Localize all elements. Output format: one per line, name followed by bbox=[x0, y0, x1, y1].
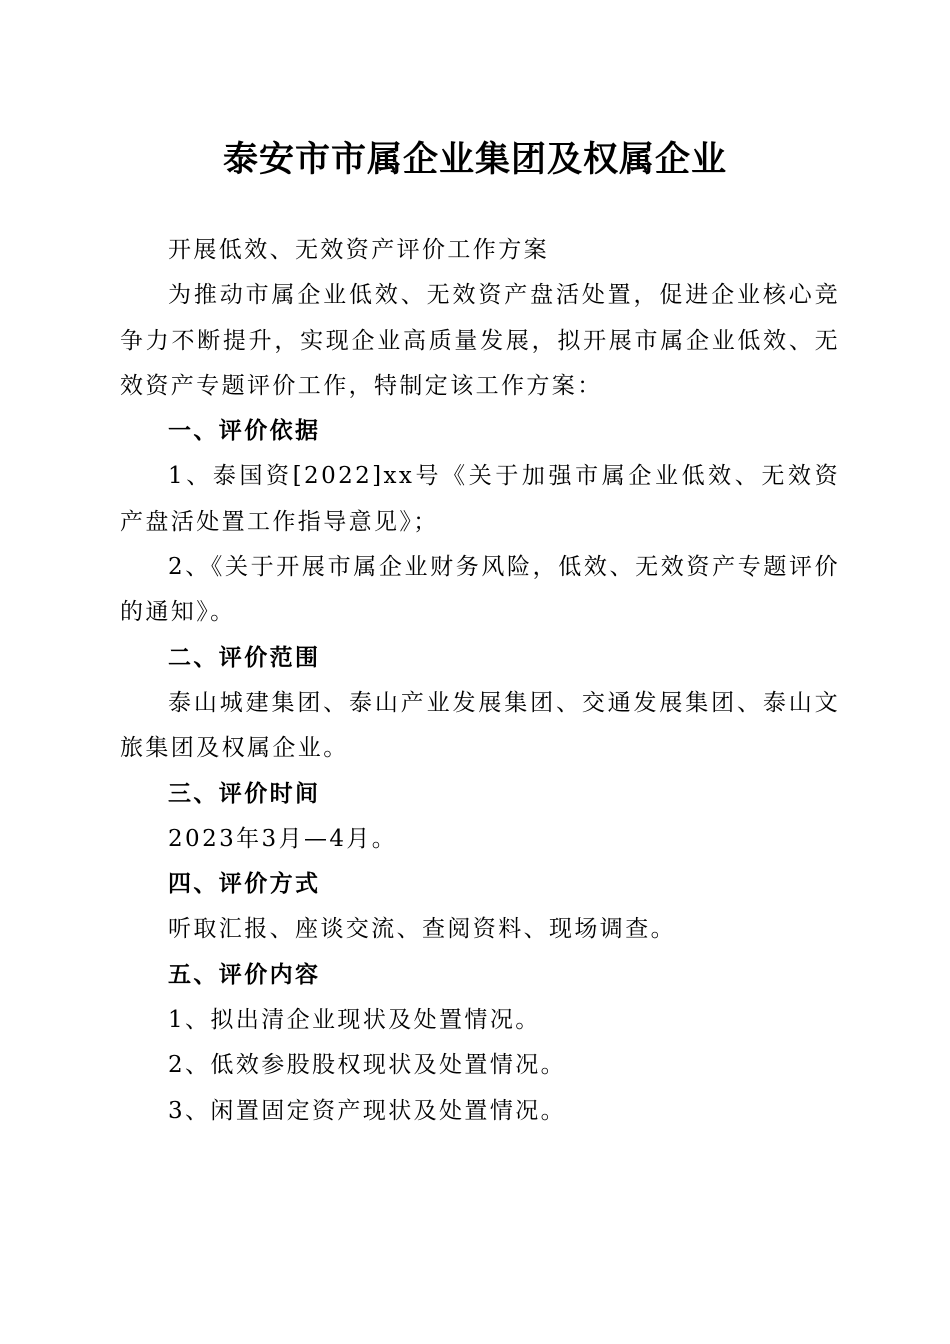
section-paragraph: 2023年3月—4月。 bbox=[168, 825, 398, 852]
section-heading-basis: 一、评价依据 bbox=[168, 418, 321, 445]
section-paragraph: 2、《关于开展市属企业财务风险，低效、无效资产专题评价的通知》。 bbox=[120, 554, 840, 626]
document-body bbox=[120, 228, 840, 1134]
section-heading-time: 三、评价时间 bbox=[168, 780, 321, 807]
section-paragraph: 听取汇报、座谈交流、查阅资料、现场调查。 bbox=[168, 916, 676, 943]
document-subtitle: 开展低效、无效资产评价工作方案 bbox=[168, 237, 549, 263]
section-paragraph: 泰山城建集团、泰山产业发展集团、交通发展集团、泰山文旅集团及权属企业。 bbox=[120, 689, 840, 762]
section-heading-scope: 二、评价范围 bbox=[168, 644, 321, 671]
section-paragraph: 1、泰国资[2022]xx号《关于加强市属企业低效、无效资产盘活处置工作指导意见》； bbox=[120, 463, 840, 535]
section-heading-method: 四、评价方式 bbox=[168, 871, 321, 898]
section-paragraph: 2、低效参股股权现状及处置情况。 bbox=[168, 1052, 567, 1079]
section-heading-content: 五、评价内容 bbox=[168, 961, 321, 988]
section-paragraph: 3、闲置固定资产现状及处置情况。 bbox=[168, 1097, 567, 1124]
document-title: 泰安市市属企业集团及权属企业 bbox=[222, 139, 727, 180]
intro-paragraph: 为推动市属企业低效、无效资产盘活处置，促进企业核心竞争力不断提升，实现企业高质量发展，拟开展市属企业低效、无效资产专题评价工作，特制定该工作方案： bbox=[120, 282, 840, 399]
section-paragraph: 1、拟出清企业现状及处置情况。 bbox=[168, 1007, 541, 1034]
